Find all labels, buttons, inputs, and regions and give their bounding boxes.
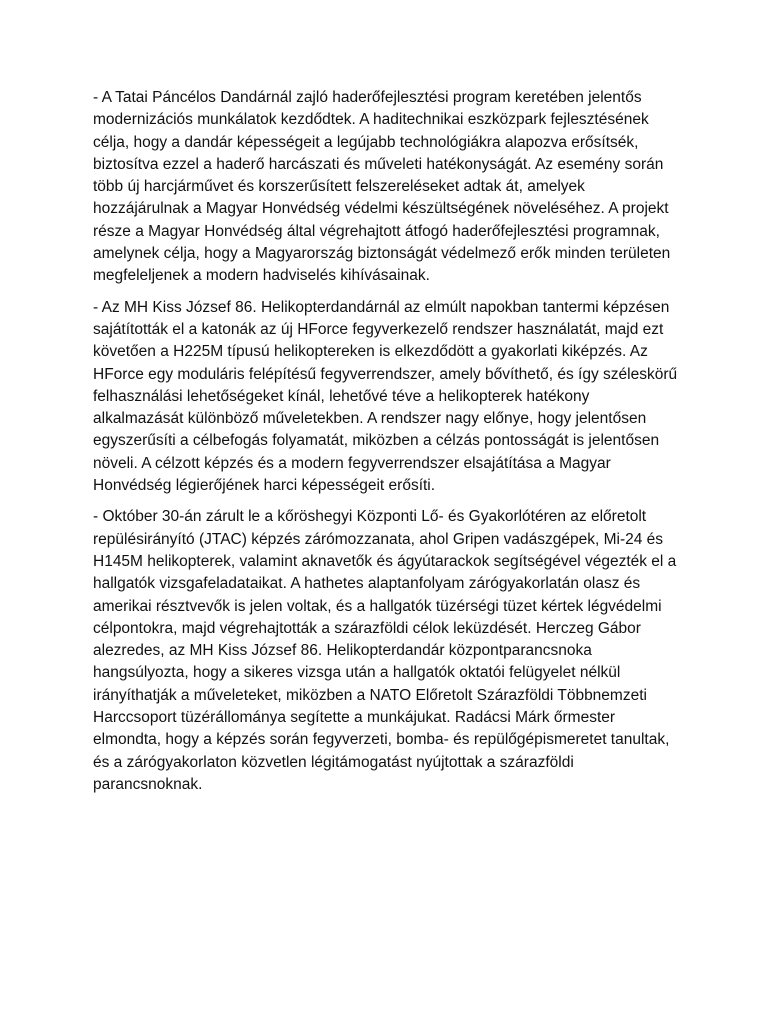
paragraph-tata-armored-brigade: - A Tatai Páncélos Dandárnál zajló haderőfejlesztési program keretében jelentős modernizációs munkálatok kezdődtek. A haditechnikai eszközpark fejlesztésének célja, hogy a dandár képességeit a legújabb technológiákra alapozva erősítsék, biztosítva ezzel a haderő harcászati és műveleti hatékonyságát. Az esemény során több új harcjárművet és korszerűsített felszereléseket adtak át, amelyek hozzájárulnak a Magyar Honvédség védelmi készültségének növeléséhez. A projekt része a Magyar Honvédség által végrehajtott átfogó haderőfejlesztési programnak, amelynek célja, hogy a Magyarország biztonságát védelmező erők minden területen megfeleljenek a modern hadviselés kihívásainak.: [93, 89, 671, 285]
paragraph-helicopter-brigade-hforce: - Az MH Kiss József 86. Helikopterdandárnál az elmúlt napokban tantermi képzésen sajátították el a katonák az új HForce fegyverkezelő rendszer használatát, majd ezt követően a H225M típusú helikoptereken is elkezdődött a gyakorlati kiképzés. Az HForce egy moduláris felépítésű fegyverrendszer, amely bővíthető, és így széleskörű felhasználási lehetőségeket kínál, lehetővé téve a helikopterek hatékony alkalmazását különböző műveletekben. A rendszer nagy előnye, hogy jelentősen egyszerűsíti a célbefogás folyamatát, miközben a célzás pontosságát is jelentősen növeli. A célzott képzés és a modern fegyverrendszer elsajátítása a Magyar Honvédség légierőjének harci képességeit erősíti.: [93, 298, 678, 495]
document-body: [93, 87, 683, 805]
paragraph-jtac-training: - Október 30-án zárult le a kőröshegyi Központi Lő- és Gyakorlótéren az előretolt repülésirányító (JTAC) képzés zárómozzanata, ahol Gripen vadászgépek, Mi-24 és H145M helikopterek, valamint aknavetők és ágyútarackok segítségével végezték el a hallgatók vizsgafeladataikat. A hathetes alaptanfolyam zárógyakorlatán olasz és amerikai résztvevők is jelen voltak, és a hallgatók tüzérségi tüzet kértek légvédelmi célpontokra, majd végrehajtották a szárazföldi célok leküzdését. Herczeg Gábor alezredes, az MH Kiss József 86. Helikopterdandár központparancsnoka hangsúlyozta, hogy a sikeres vizsga után a hallgatók oktatói felügyelet nélkül irányíthatják a műveleteket, miközben a NATO Előretolt Szárazföldi Többnemzeti Harccsoport tüzérállománya segítette a munkájukat. Radácsi Márk őrmester elmondta, hogy a képzés során fegyverzeti, bomba- és repülőgépismeretet tanultak, és a zárógyakorlaton közvetlen légitámogatást nyújtottak a szárazföldi parancsnoknak.: [93, 508, 677, 793]
